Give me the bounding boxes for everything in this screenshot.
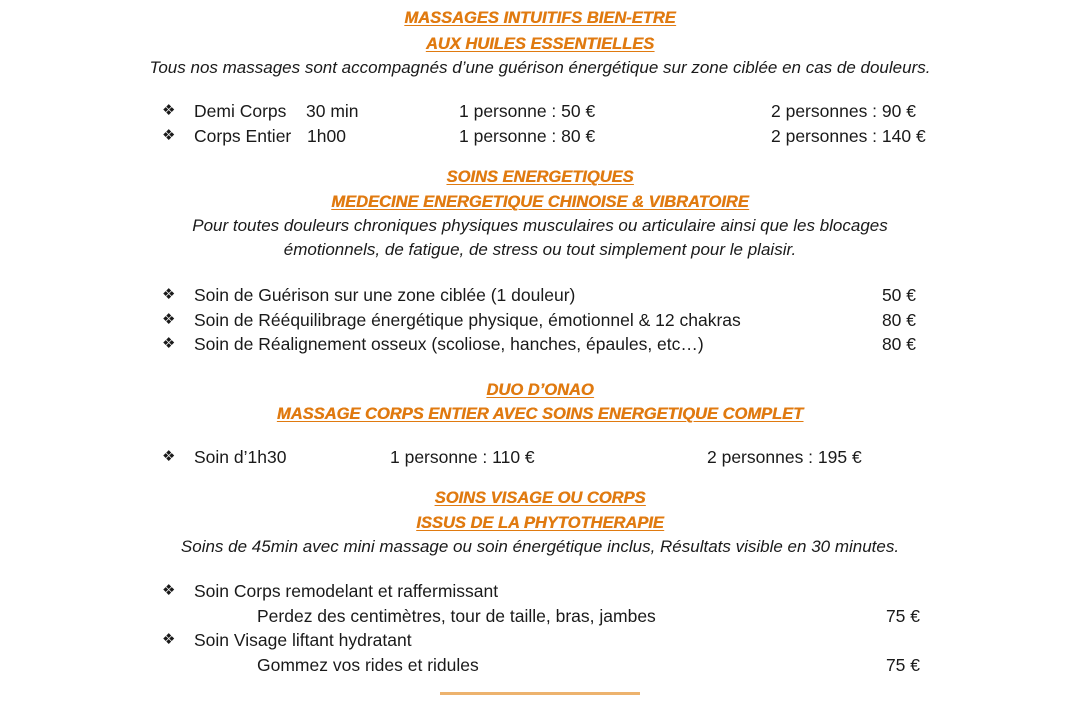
section-subtitle-duo: MASSAGE CORPS ENTIER AVEC SOINS ENERGETIQUE COMPLET <box>276 405 804 423</box>
section-description-line1: Pour toutes douleurs chroniques physiques musculaires ou articulaire ainsi que les blocages <box>192 216 888 235</box>
item-price: 80 € <box>881 310 916 330</box>
next-section-heading-cutoff <box>440 692 640 705</box>
item-name: Soin de Guérison sur une zone ciblée (1 douleur) <box>194 285 576 305</box>
bullet-icon: ❖ <box>162 286 176 303</box>
section-title-soins-energetiques: SOINS ENERGETIQUES <box>446 168 634 186</box>
section-subtitle-massages: AUX HUILES ESSENTIELLES <box>425 35 655 53</box>
item-price: 80 € <box>881 334 916 354</box>
section-subtitle-visage-corps: ISSUS DE LA PHYTOTHERAPIE <box>416 514 664 532</box>
section-subtitle-soins-energetiques: MEDECINE ENERGETIQUE CHINOISE & VIBRATOIRE <box>331 193 749 211</box>
item-name: Soin d’1h30 <box>194 447 287 467</box>
item-duration: 1h00 <box>307 126 346 146</box>
section-description-line2: émotionnels, de fatigue, de stress ou tout simplement pour le plaisir. <box>283 240 797 259</box>
item-price-one-person: 1 personne : 80 € <box>459 126 596 146</box>
item-price: 75 € <box>885 606 920 626</box>
bullet-icon: ❖ <box>162 582 176 599</box>
bullet-icon: ❖ <box>162 335 176 352</box>
item-price: 50 € <box>881 285 916 305</box>
bullet-icon: ❖ <box>162 448 176 465</box>
item-price-one-person: 1 personne : 50 € <box>459 101 596 121</box>
section-description-visage-corps: Soins de 45min avec mini massage ou soin énergétique inclus, Résultats visible en 30 minutes. <box>180 537 900 556</box>
item-name: Soin de Réalignement osseux (scoliose, hanches, épaules, etc…) <box>194 334 704 354</box>
item-price-two-persons: 2 personnes : 90 € <box>771 101 916 121</box>
section-title-visage-corps: SOINS VISAGE OU CORPS <box>434 489 646 507</box>
item-name: Demi Corps <box>194 101 287 121</box>
item-detail: Perdez des centimètres, tour de taille, bras, jambes <box>257 606 656 626</box>
section-title-massages: MASSAGES INTUITIFS BIEN-ETRE <box>404 9 676 27</box>
item-price-one-person: 1 personne : 110 € <box>390 447 535 467</box>
section-title-duo: DUO D’ONAO <box>486 381 594 399</box>
bullet-icon: ❖ <box>162 631 176 648</box>
item-duration: 30 min <box>306 101 359 121</box>
item-name: Soin Visage liftant hydratant <box>194 630 412 650</box>
item-price: 75 € <box>885 655 920 675</box>
item-detail: Gommez vos rides et ridules <box>257 655 479 675</box>
item-price-two-persons: 2 personnes : 195 € <box>707 447 862 467</box>
item-name: Corps Entier <box>194 126 292 146</box>
bullet-icon: ❖ <box>162 102 176 119</box>
section-description-massages: Tous nos massages sont accompagnés d’une guérison énergétique sur zone ciblée en cas de douleurs. <box>149 58 931 77</box>
item-name: Soin de Rééquilibrage énergétique physique, émotionnel & 12 chakras <box>194 310 741 330</box>
item-price-two-persons: 2 personnes : 140 € <box>771 126 926 146</box>
bullet-icon: ❖ <box>162 127 176 144</box>
bullet-icon: ❖ <box>162 311 176 328</box>
item-name: Soin Corps remodelant et raffermissant <box>194 581 499 601</box>
